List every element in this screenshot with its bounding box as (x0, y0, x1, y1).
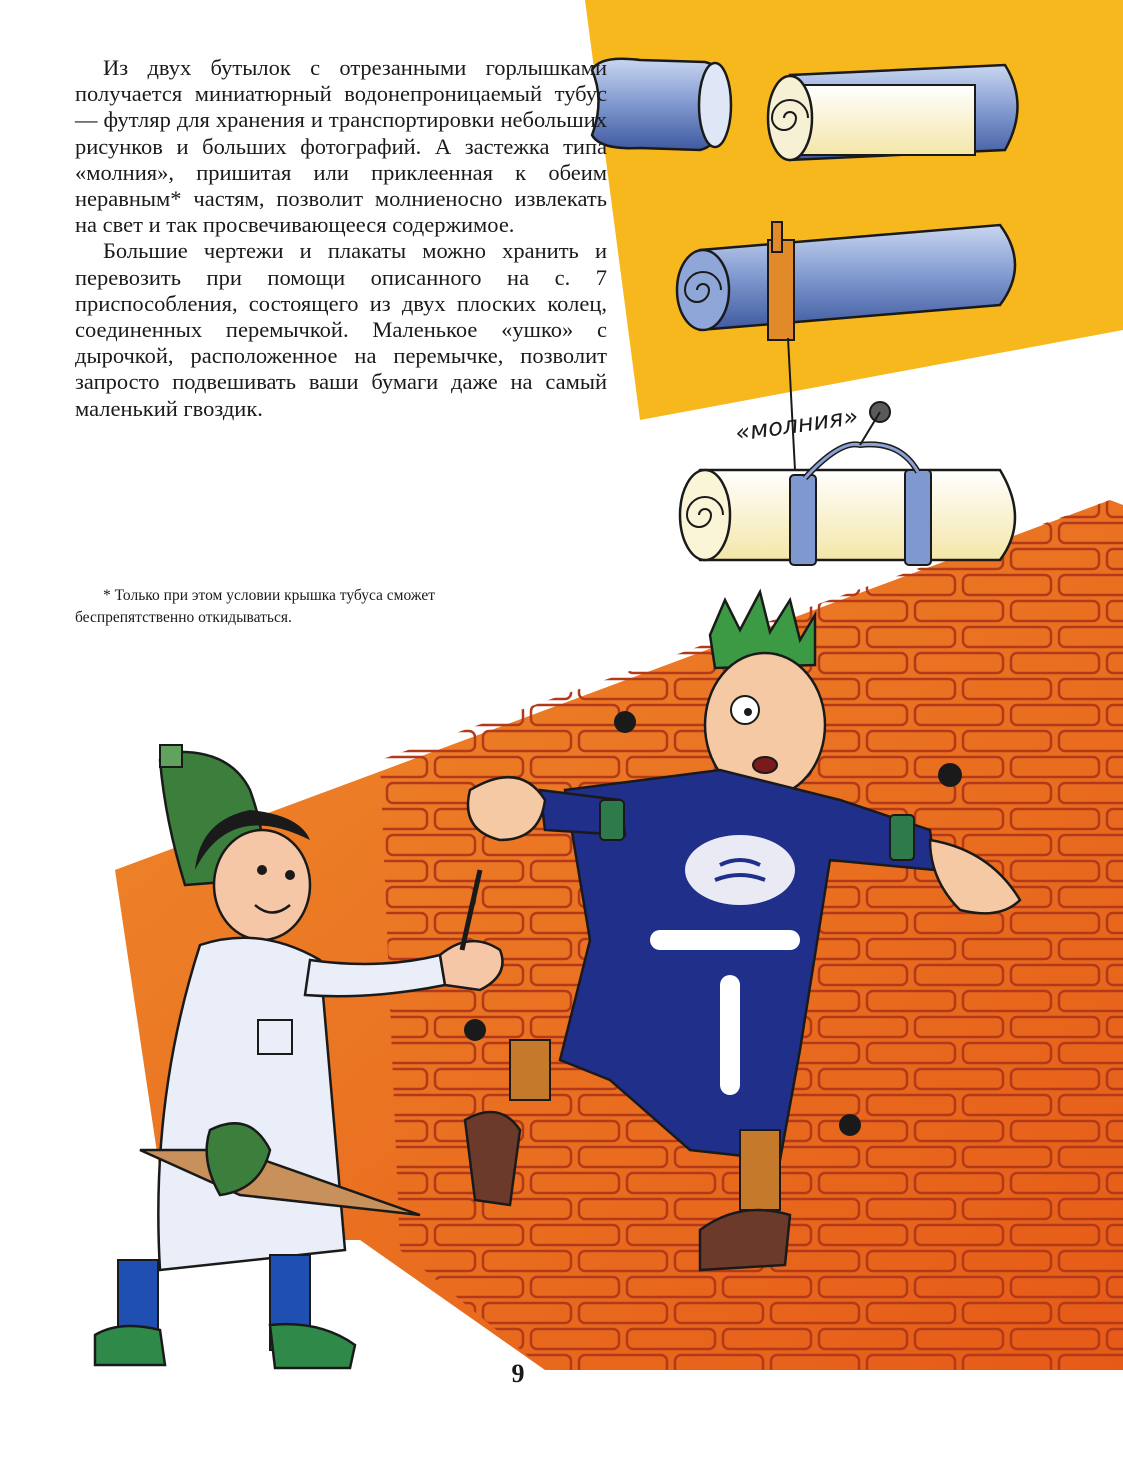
main-text (75, 55, 607, 422)
zipper-label: «молния» (733, 402, 860, 447)
footnote (75, 585, 495, 629)
paragraph-2: Большие чертежи и плакаты можно хранить и перевозить при помощи описанного на с. 7 приспособления, состоящего из двух плоских колец, соединенных перемычкой. Маленькое «ушко» с дырочкой, расположенное на перемычке, позволит запросто подвешивать ваши бумаги даже на самый маленький гвоздик. (75, 238, 607, 421)
footnote-text: * Только при этом условии крышка тубуса сможет беспрепятственно откидываться. (75, 587, 435, 626)
paragraph-1: Из двух бутылок с отрезанными горлышками получается миниатюрный водонепроницаемый тубус — футляр для хранения и транспортировки небольших рисунков и больших фотографий. А застежка типа «молния», пришитая или приклеенная к обеим неравным* частям, позволит молниеносно извлекать на свет и так просвечивающееся содержимое. (75, 55, 607, 238)
tube-open-halves (592, 59, 1018, 160)
page-number: 9 (511, 1359, 525, 1388)
